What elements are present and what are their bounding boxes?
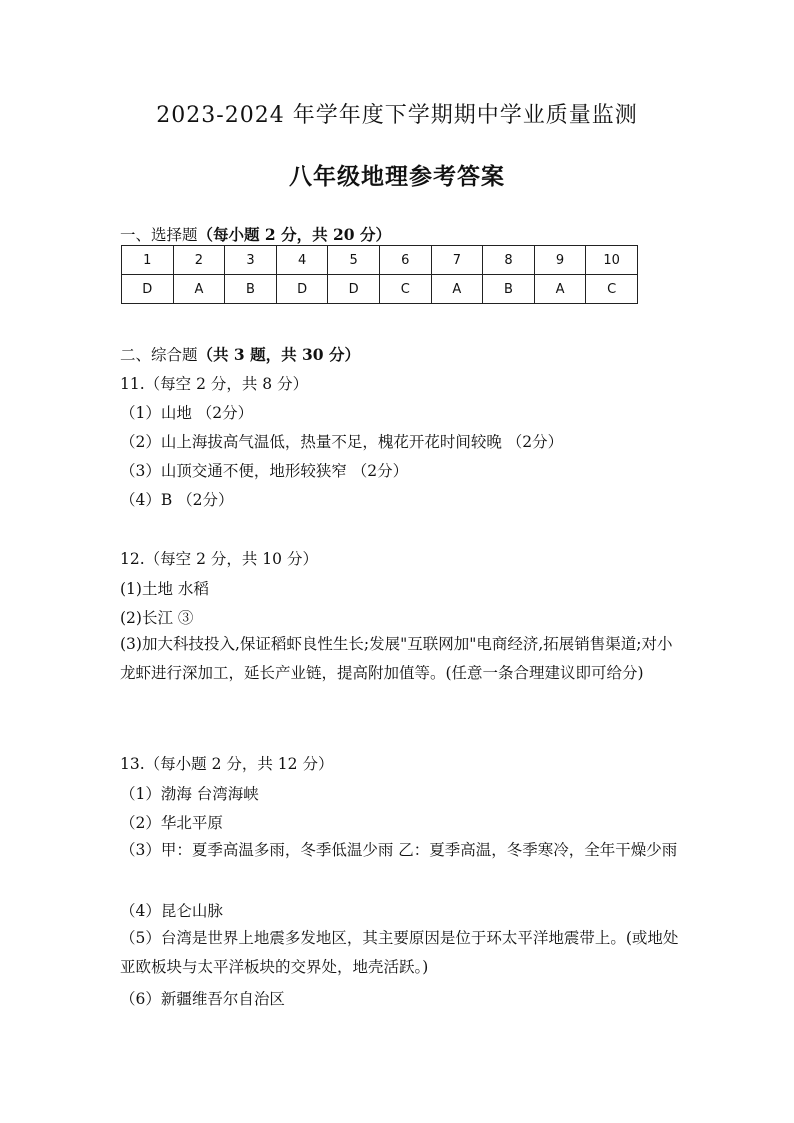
section2-heading-prefix: 二、综合题 — [120, 346, 198, 364]
q13-answer-1: （1）渤海 台湾海峡 — [120, 785, 259, 803]
answer-cell: D — [276, 275, 328, 304]
question-number: 6 — [379, 246, 431, 275]
question-number: 1 — [122, 246, 174, 275]
q12-header: 12.（每空 2 分，共 10 分） — [120, 550, 318, 568]
question-number: 4 — [276, 246, 328, 275]
answer-cell: B — [225, 275, 277, 304]
question-number: 7 — [431, 246, 483, 275]
q11-answer-1: （1）山地 （2分） — [120, 404, 254, 422]
answer-cell: A — [173, 275, 225, 304]
answer-cell: C — [586, 275, 638, 304]
question-number: 3 — [225, 246, 277, 275]
multiple-choice-answer-table — [121, 245, 638, 304]
q13-answer-5: （5）台湾是世界上地震多发地区，其主要原因是位于环太平洋地震带上。(或地处亚欧板块与太平洋板块的交界处，地壳活跃。) — [120, 929, 679, 976]
question-number: 10 — [586, 246, 638, 275]
answer-cell: D — [328, 275, 380, 304]
q12-answer-3: (3)加大科技投入,保证稻虾良性生长;发展"互联网加"电商经济,拓展销售渠道;对小龙虾进行深加工，延长产业链，提高附加值等。(任意一条合理建议即可给分) — [120, 635, 673, 682]
question-number-row — [122, 246, 638, 275]
q13-answer-3: （3）甲：夏季高温多雨，冬季低温少雨 乙：夏季高温，冬季寒冷，全年干燥少雨 — [120, 841, 678, 859]
section1-heading — [120, 223, 391, 245]
answer-cell: C — [379, 275, 431, 304]
q11-answer-2: （2）山上海拔高气温低，热量不足，槐花开花时间较晚 （2分） — [120, 433, 564, 451]
section1-heading-detail: （每小题 2 分，共 20 分） — [197, 225, 391, 244]
q12-answer-1: (1)土地 水稻 — [120, 580, 209, 598]
question-number: 5 — [328, 246, 380, 275]
q12-answer-2: (2)长江 ③ — [120, 609, 194, 627]
answer-cell: A — [431, 275, 483, 304]
question-number: 8 — [483, 246, 535, 275]
question-number: 2 — [173, 246, 225, 275]
answer-cell: A — [534, 275, 586, 304]
answer-row — [122, 275, 638, 304]
q11-answer-4: （4）B （2分） — [120, 491, 234, 509]
answer-cell: B — [483, 275, 535, 304]
q13-header: 13.（每小题 2 分，共 12 分） — [120, 755, 334, 773]
q11-header: 11.（每空 2 分，共 8 分） — [120, 375, 309, 393]
section2-heading-detail: （共 3 题，共 30 分） — [197, 345, 360, 364]
q13-answer-6: （6）新疆维吾尔自治区 — [120, 990, 285, 1008]
section1-heading-prefix: 一、选择题 — [120, 226, 198, 244]
document-title: 2023-2024 年学年度下学期期中学业质量监测 — [156, 103, 638, 128]
question-number: 9 — [534, 246, 586, 275]
answer-cell: D — [122, 275, 174, 304]
q13-answer-2: （2）华北平原 — [120, 814, 223, 832]
section2-heading — [120, 343, 360, 365]
q13-answer-4: （4）昆仑山脉 — [120, 902, 223, 920]
document-subtitle: 八年级地理参考答案 — [289, 163, 505, 190]
q11-answer-3: （3）山顶交通不便，地形较狭窄 （2分） — [120, 462, 409, 480]
